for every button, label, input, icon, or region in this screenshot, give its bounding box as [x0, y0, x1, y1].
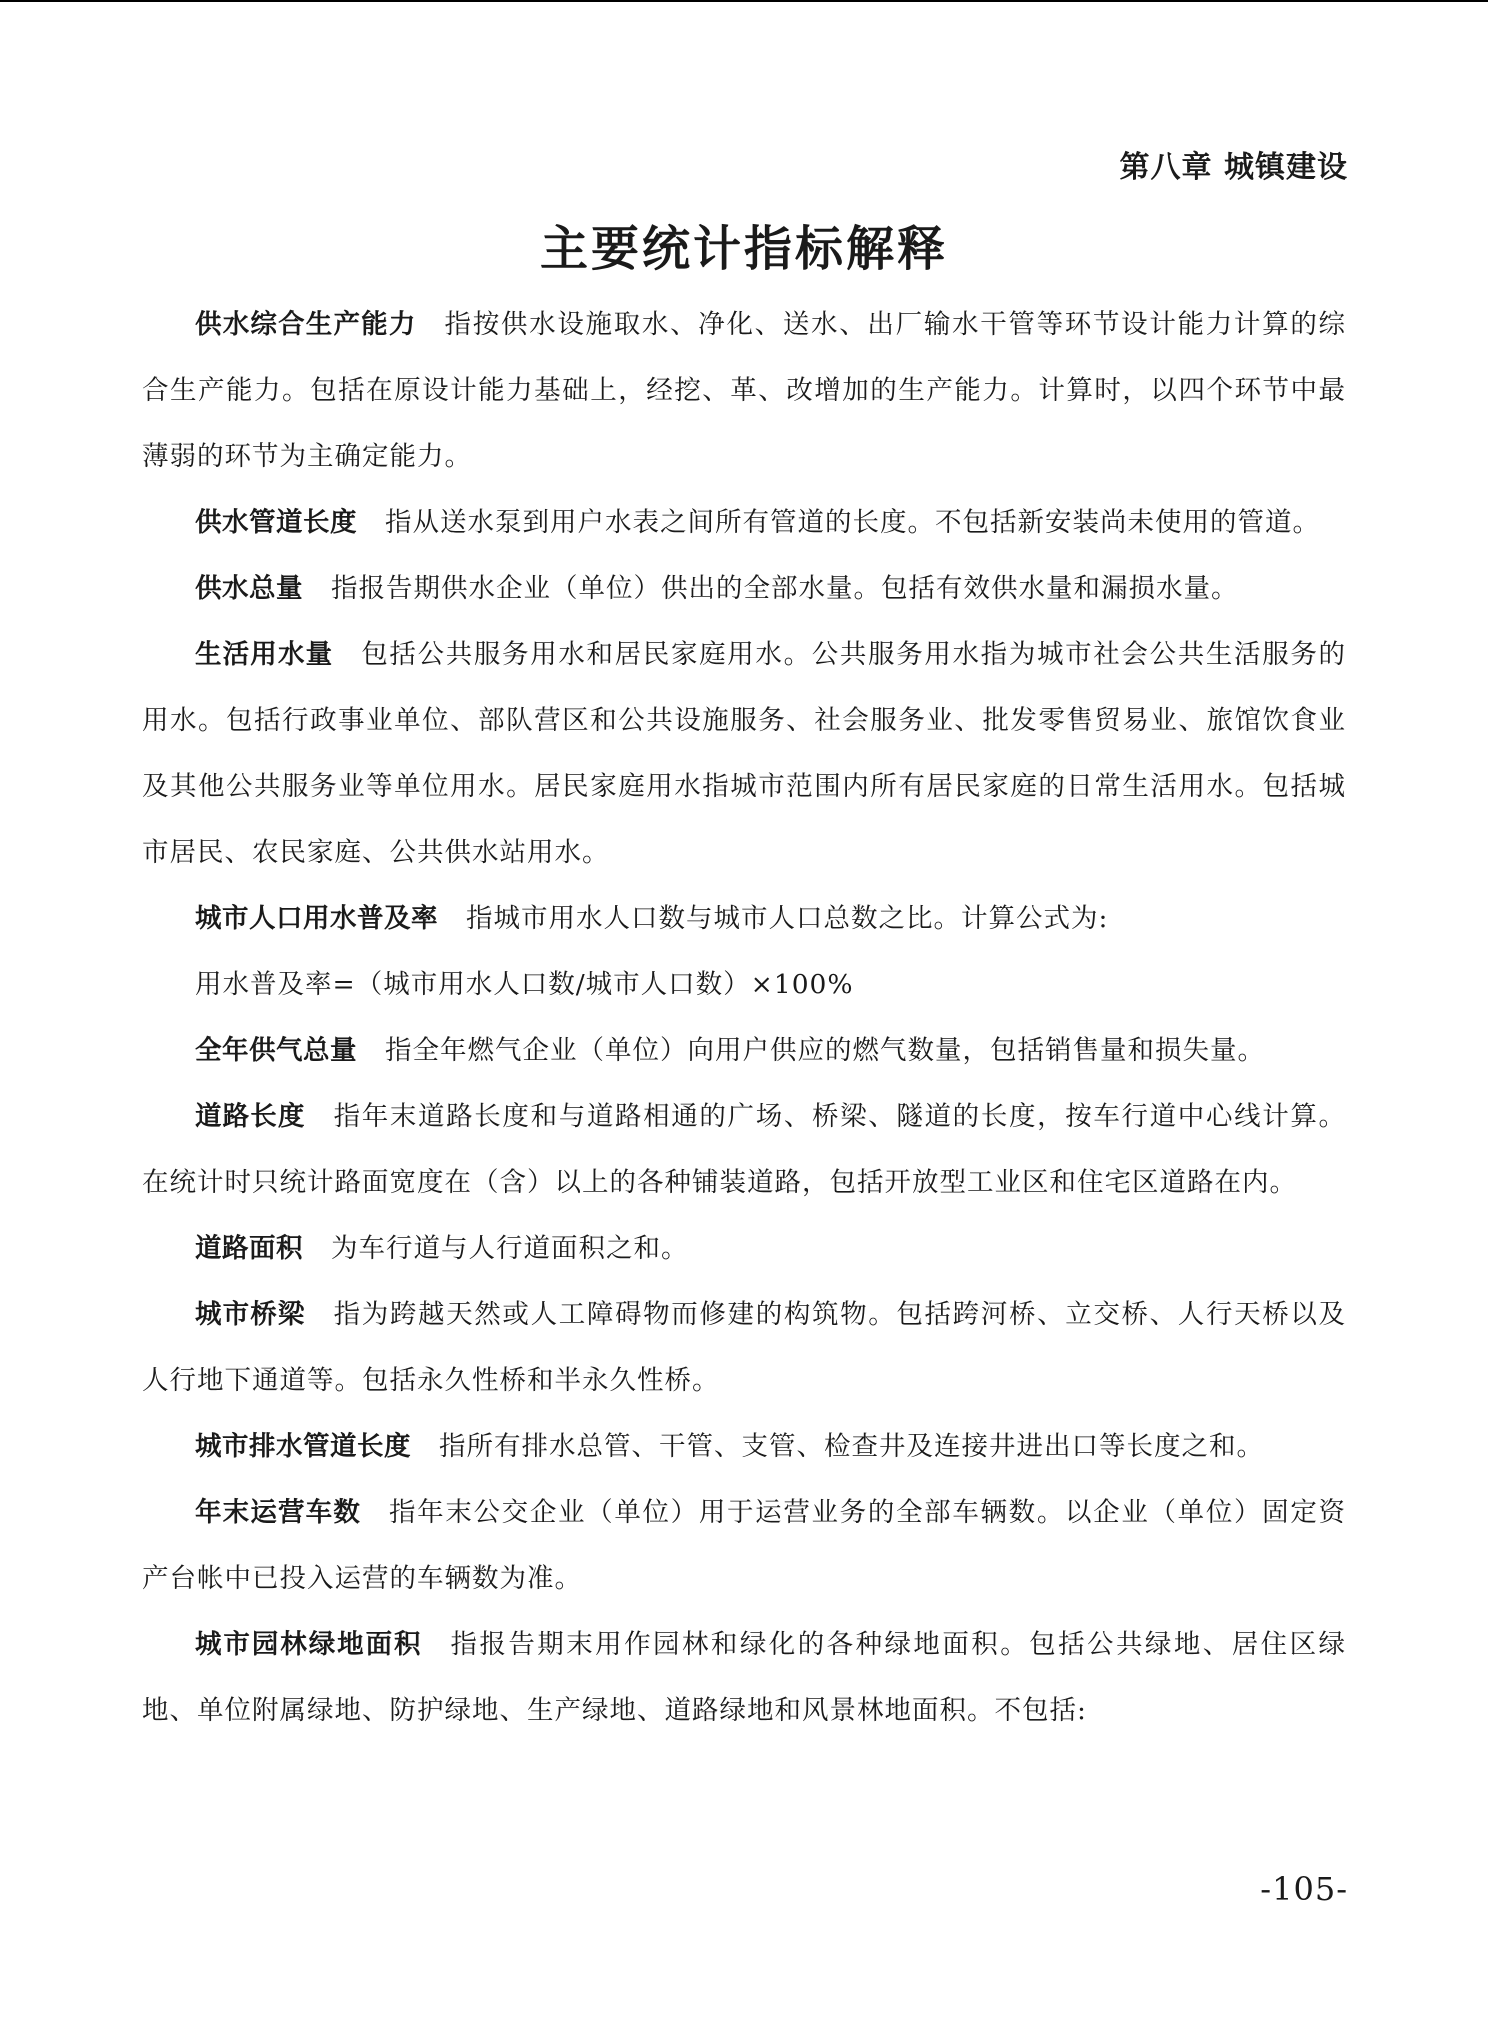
- entry-term: 全年供气总量: [195, 1035, 357, 1066]
- entry-text: 指年末公交企业（单位）用于运营业务的全部车辆数。以企业（单位）固定资产台帐中已投入运营的车辆数为准。: [142, 1497, 1346, 1594]
- entry-gas-supply-total: [142, 1018, 1346, 1084]
- entry-term: 供水总量: [195, 573, 303, 604]
- entry-term: 城市排水管道长度: [195, 1431, 411, 1462]
- entry-term: 城市人口用水普及率: [195, 903, 438, 934]
- entry-term: 供水管道长度: [195, 507, 357, 538]
- top-rule: [0, 0, 1488, 2]
- entry-road-length: [142, 1084, 1346, 1216]
- document-body: [142, 292, 1346, 1744]
- entry-water-capacity: [142, 292, 1346, 490]
- entry-term: 城市桥梁: [195, 1299, 306, 1330]
- entry-text: 为车行道与人行道面积之和。: [331, 1233, 689, 1264]
- entry-term: 生活用水量: [195, 639, 334, 670]
- entry-green-area: [142, 1612, 1346, 1744]
- entry-text: 指报告期供水企业（单位）供出的全部水量。包括有效供水量和漏损水量。: [331, 573, 1239, 604]
- entry-water-coverage-rate: [142, 886, 1346, 952]
- entry-term: 道路长度: [195, 1101, 306, 1132]
- entry-text: 指城市用水人口数与城市人口总数之比。计算公式为:: [466, 903, 1109, 934]
- coverage-formula: 用水普及率=（城市用水人口数/城市人口数）×100%: [195, 969, 854, 1000]
- entry-term: 城市园林绿地面积: [195, 1629, 423, 1660]
- entry-term: 道路面积: [195, 1233, 303, 1264]
- entry-pipe-length: [142, 490, 1346, 556]
- entry-road-area: [142, 1216, 1346, 1282]
- page-title: 主要统计指标解释: [539, 221, 948, 277]
- entry-term: 年末运营车数: [195, 1497, 361, 1528]
- entry-term: 供水综合生产能力: [195, 309, 417, 340]
- entry-text: 包括公共服务用水和居民家庭用水。公共服务用水指为城市社会公共生活服务的用水。包括行政事业单位、部队营区和公共设施服务、社会服务业、批发零售贸易业、旅馆饮食业及其他公共服务业等单位用水。居民家庭用水指城市范围内所有居民家庭的日常生活用水。包括城市居民、农民家庭、公共供水站用水。: [142, 639, 1347, 868]
- entry-domestic-water: [142, 622, 1346, 886]
- entry-text: 指为跨越天然或人工障碍物而修建的构筑物。包括跨河桥、立交桥、人行天桥以及人行地下通道等。包括永久性桥和半永久性桥。: [142, 1299, 1347, 1396]
- entry-text: 指全年燃气企业（单位）向用户供应的燃气数量，包括销售量和损失量。: [385, 1035, 1265, 1066]
- entry-text: 指从送水泵到用户水表之间所有管道的长度。不包括新安装尚未使用的管道。: [385, 507, 1320, 538]
- entry-text: 指年末道路长度和与道路相通的广场、桥梁、隧道的长度，按车行道中心线计算。在统计时只统计路面宽度在（含）以上的各种铺装道路，包括开放型工业区和住宅区道路在内。: [142, 1101, 1347, 1198]
- entry-drainage-length: [142, 1414, 1346, 1480]
- entry-operating-vehicles: [142, 1480, 1346, 1612]
- page-number: -105-: [1260, 1870, 1348, 1908]
- entry-water-supply-total: [142, 556, 1346, 622]
- entry-text: 指所有排水总管、干管、支管、检查井及连接井进出口等长度之和。: [439, 1431, 1264, 1462]
- entry-text: 指报告期末用作园林和绿化的各种绿地面积。包括公共绿地、居住区绿地、单位附属绿地、防护绿地、生产绿地、道路绿地和风景林地面积。不包括:: [142, 1629, 1347, 1726]
- chapter-header: 第八章 城镇建设: [1119, 150, 1348, 185]
- entry-city-bridges: [142, 1282, 1346, 1414]
- entry-text: 指按供水设施取水、净化、送水、出厂输水干管等环节设计能力计算的综合生产能力。包括在原设计能力基础上，经挖、革、改增加的生产能力。计算时，以四个环节中最薄弱的环节为主确定能力。: [142, 309, 1347, 472]
